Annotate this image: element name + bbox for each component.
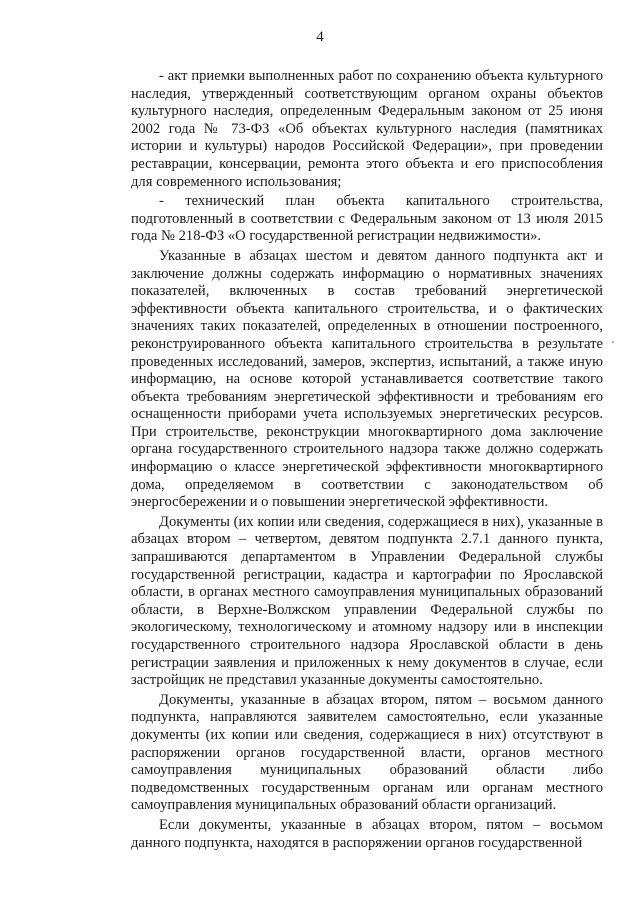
paragraph-acceptance-act: - акт приемки выполненных работ по сохранению объекта культурного наследия, утвержденный соответствующим органом охраны объектов культурного наследия, определенным Федеральным законом от 25 июня 2002 года № 73-ФЗ «Об объектах культурного наследия (памятниках истории и культуры) народов Российской Федерации», при проведении реставрации, консервации, ремонта этого объекта и его приспособления для современного использования; [131,68,603,190]
paragraph-documents-in-possession: Если документы, указанные в абзацах втором, пятом – восьмом данного подпункта, находятся в распоряжении органов государственной [131,816,603,851]
paragraph-documents-submitted: Документы, указанные в абзацах втором, пятом – восьмом данного подпункта, направляются заявителем самостоятельно, если указанные документы (их копии или сведения, содержащиеся в них) отсутствуют в распоряжении органов государственной власти, органов местного самоуправления муниципальных образований области либо подведомственных государственным органам или органам местного самоуправления муниципальных образований области организаций. [131,691,603,814]
paragraph-technical-plan: - технический план объекта капитального строительства, подготовленный в соответствии с Федеральным законом от 13 июля 2015 года № 218-ФЗ «О государственной регистрации недвижимости». [131,193,603,245]
paragraph-documents-requested: Документы (их копии или сведения, содержащиеся в них), указанные в абзацах втором – четвертом, девятом подпункта 2.7.1 данного пункта, запрашиваются департаментом в Управлении Федеральной службы государственной регистрации, кадастра и картографии по Ярославской области, в органах местного самоуправления муниципальных образований области, в Верхне-Волжском управлении Федеральной службы по экологическому, технологическому и атомному надзору или в инспекции государственного строительного надзора Ярославской области в день регистрации заявления и приложенных к нему документов в случае, если застройщик не представил указанные документы самостоятельно. [131,513,603,689]
page-number: 4 [316,29,324,45]
document-body [131,68,603,854]
scan-speck [612,341,614,343]
paragraph-energy-efficiency: Указанные в абзацах шестом и девятом данного подпункта акт и заключение должны содержать информацию о нормативных значениях показателей, включенных в состав требований энергетической эффективности объекта капитального строительства, и о фактических значениях таких показателей, определенных в отношении построенного, реконструированного объекта капитального строительства в результате проведенных исследований, замеров, экспертиз, испытаний, а также иную информацию, на основе которой устанавливается соответствие такого объекта требованиям энергетической эффективности и требованиям его оснащенности приборами учета используемых энергетических ресурсов. При строительстве, реконструкции многоквартирного дома заключение органа государственного строительного надзора также должно содержать информацию о классе энергетической эффективности многоквартирного дома, определяемом в соответствии с законодательством об энергосбережении и о повышении энергетической эффективности. [131,247,603,511]
